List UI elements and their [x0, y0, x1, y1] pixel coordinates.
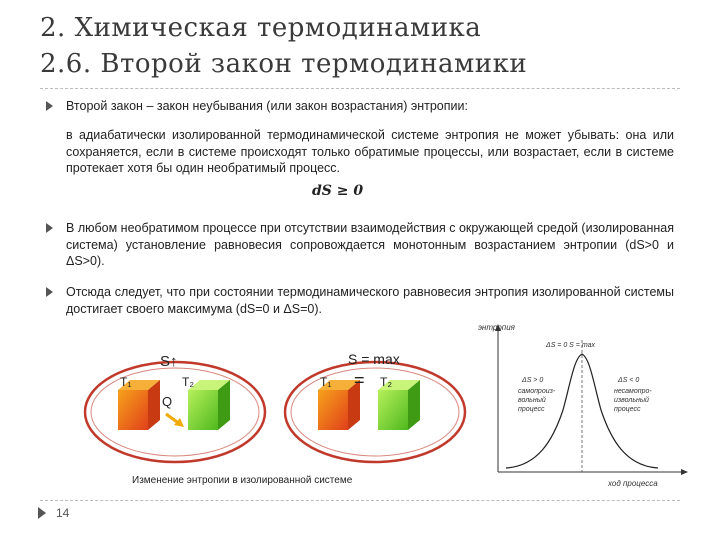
title-line-1: 2. Химическая термодинамика — [40, 13, 482, 43]
spontaneous-line-1: самопроиз- — [518, 388, 556, 395]
entropy-max-label: S = max — [348, 351, 400, 367]
t2-right-label: T₂ — [380, 375, 392, 389]
footer-divider — [40, 500, 680, 501]
formula: dS ≥ 0 — [312, 183, 364, 199]
entropy-curve-figure — [478, 320, 692, 492]
entropy-increase-label: S↑ — [160, 353, 178, 370]
spontaneous-dS-label: ΔS > 0 — [522, 377, 544, 384]
heat-q-label: Q — [162, 394, 173, 409]
equals-sign: = — [354, 370, 365, 390]
system-boundary-right — [285, 362, 465, 462]
y-axis-label: энтропия — [478, 323, 515, 332]
system-boundary-left — [85, 362, 265, 462]
isolated-system-figure — [80, 342, 480, 492]
cold-body-cube — [188, 380, 230, 430]
page-number: 14 — [56, 506, 70, 520]
spontaneous-line-2: вольный — [518, 397, 546, 404]
bullet-arrow-icon — [46, 287, 53, 297]
bullet-1-detail: в адиабатически изолированной термодинамической системе энтропия не может убывать: она или сохраняется, если в системе происходят только обратимые процессы, или возрастает, если в системе протекает хотя бы один необратимый процесс. — [66, 128, 674, 175]
t1-left-label: T₁ — [120, 375, 132, 389]
figure-caption: Изменение энтропии в изолированной системе — [132, 475, 353, 486]
max-entropy-annotation: ΔS = 0 S = max — [546, 342, 596, 349]
nonspontaneous-line-3: процесс — [614, 406, 641, 413]
nonspontaneous-line-1: несамопро- — [614, 388, 652, 395]
spontaneous-line-3: процесс — [518, 406, 545, 413]
page-arrow-icon — [38, 507, 46, 519]
bullet-2-text: В любом необратимом процессе при отсутствии взаимодействия с окружающей средой (изолированная система) установление равновесия сопровождается монотонным возрастанием энтропии (dS>0 и ΔS>0). — [66, 221, 674, 268]
title-line-2: 2.6. Второй закон термодинамики — [40, 49, 528, 79]
bullet-1-text: Второй закон – закон неубывания (или закон возрастания) энтропии: — [66, 99, 468, 113]
t2-left-label: T₂ — [182, 375, 194, 389]
x-axis-label: ход процесса — [608, 479, 658, 488]
bullet-arrow-icon — [46, 223, 53, 233]
bullet-arrow-icon — [46, 101, 53, 111]
heat-flow-arrow-icon — [166, 414, 184, 427]
slide-title — [40, 10, 527, 82]
title-divider — [40, 88, 680, 89]
t1-right-label: T₁ — [320, 375, 332, 389]
nonspontaneous-dS-label: ΔS < 0 — [618, 377, 640, 384]
nonspontaneous-line-2: извольный — [614, 397, 649, 404]
bullet-3-text: Отсюда следует, что при состоянии термодинамического равновесия энтропия изолированной системы достигает своего максимума (dS=0 и ΔS=0). — [66, 285, 674, 316]
